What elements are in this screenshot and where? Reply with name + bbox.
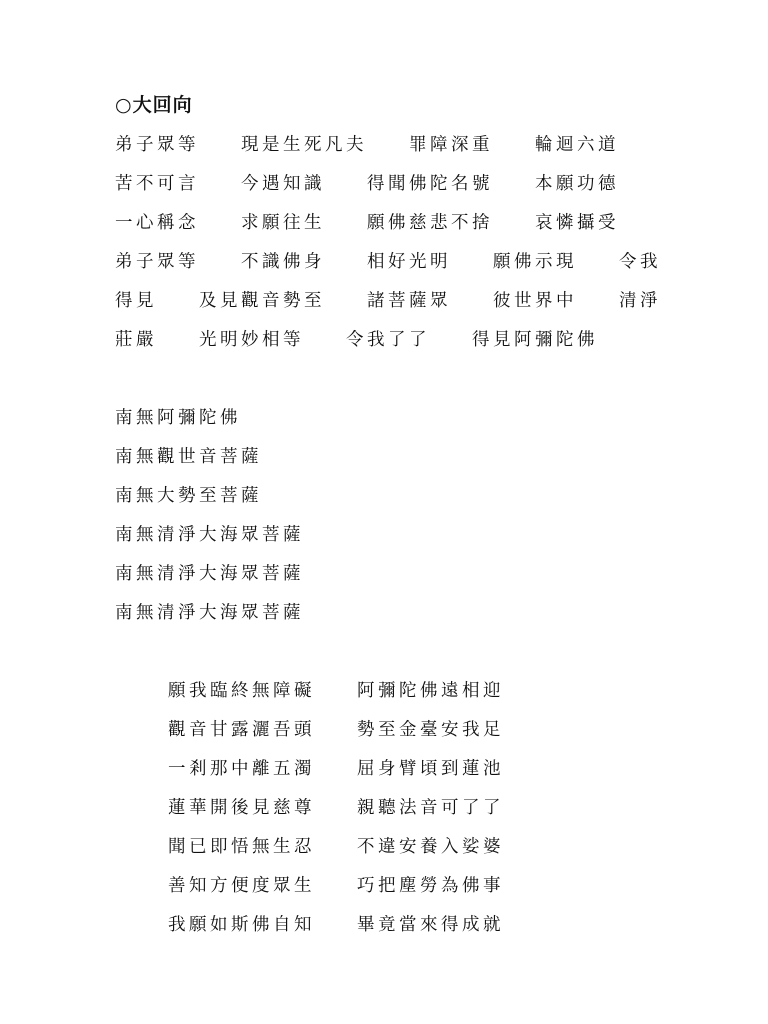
verse-line: 觀音甘露灑吾頭 勢至金臺安我足 (168, 720, 504, 740)
refuge-line: 南無清淨大海眾菩薩 (115, 525, 304, 545)
verse-line: 一剎那中離五濁 屈身臂頃到蓮池 (168, 759, 504, 779)
refuge-line: 南無清淨大海眾菩薩 (115, 564, 304, 584)
prayer-line: 莊嚴 光明妙相等 令我了了 得見阿彌陀佛 (115, 330, 598, 350)
prayer-line: 弟子眾等 現是生死凡夫 罪障深重 輪迴六道 (115, 135, 619, 155)
verse-line: 蓮華開後見慈尊 親聽法音可了了 (168, 798, 504, 818)
prayer-line: 弟子眾等 不識佛身 相好光明 願佛示現 令我 (115, 252, 661, 272)
verse-line: 我願如斯佛自知 畢竟當來得成就 (168, 915, 504, 935)
refuge-line: 南無觀世音菩薩 (115, 447, 262, 467)
refuge-line: 南無清淨大海眾菩薩 (115, 603, 304, 623)
verse-line: 善知方便度眾生 巧把塵勞為佛事 (168, 876, 504, 896)
verse-line: 聞已即悟無生忍 不違安養入娑婆 (168, 837, 504, 857)
refuge-line: 南無大勢至菩薩 (115, 486, 262, 506)
section-title: ○大回向 (115, 94, 193, 116)
prayer-line: 得見 及見觀音勢至 諸菩薩眾 彼世界中 清淨 (115, 291, 661, 311)
refuge-line: 南無阿彌陀佛 (115, 408, 241, 428)
verse-line: 願我臨終無障礙 阿彌陀佛遠相迎 (168, 681, 504, 701)
prayer-line: 一心稱念 求願往生 願佛慈悲不捨 哀憐攝受 (115, 213, 619, 233)
prayer-line: 苦不可言 今遇知識 得聞佛陀名號 本願功德 (115, 174, 619, 194)
